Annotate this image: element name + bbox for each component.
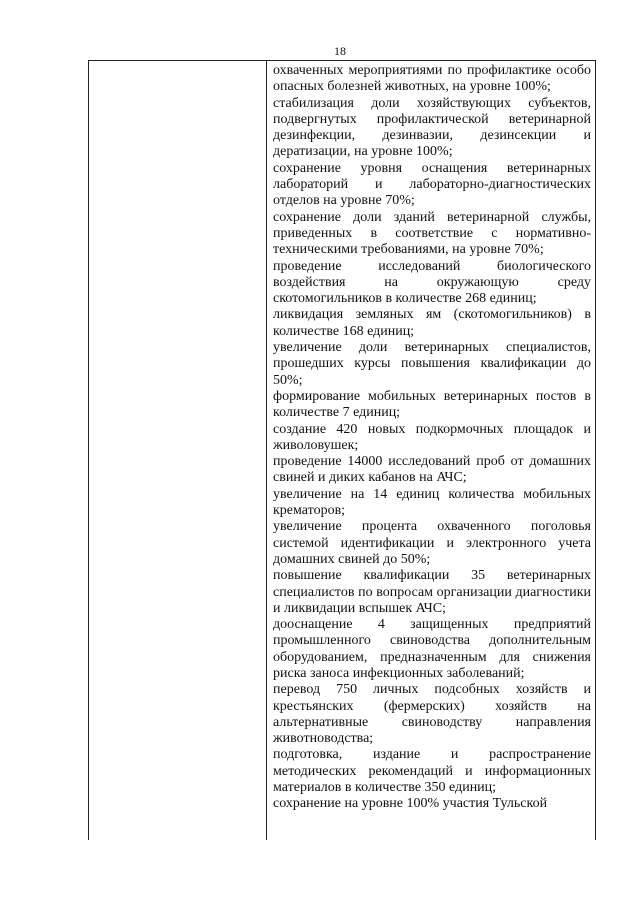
list-item: формирование мобильных ветеринарных постов в количестве 7 единиц; xyxy=(273,388,591,421)
list-item: сохранение уровня оснащения ветеринарных лабораторий и лабораторно-диагностических отделов на уровне 70%; xyxy=(273,160,591,209)
list-item: охваченных мероприятиями по профилактике особо опасных болезней животных, на уровне 100%; xyxy=(273,63,591,95)
table-right-cell xyxy=(267,61,595,840)
list-item: повышение квалификации 35 ветеринарных специалистов по вопросам организации диагностики и ликвидации вспышек АЧС; xyxy=(273,568,591,616)
list-item: сохранение доли зданий ветеринарной службы, приведенных в соответствие с нормативно-техническими требованиями, на уровне 70%; xyxy=(273,209,591,258)
list-item: перевод 750 личных подсобных хозяйств и крестьянских (фермерских) хозяйств на альтернативные свиноводству направления животноводства; xyxy=(273,682,591,747)
page-number: 18 xyxy=(334,44,346,58)
list-item: увеличение доли ветеринарных специалистов, прошедших курсы повышения квалификации до 50%; xyxy=(273,340,591,388)
list-item: увеличение на 14 единиц количества мобильных крематоров; xyxy=(273,486,591,519)
indicators-table xyxy=(88,60,596,840)
list-item: увеличение процента охваченного поголовья системой идентификации и электронного учета домашних свиней до 50%; xyxy=(273,519,591,567)
list-item: дооснащение 4 защищенных предприятий промышленного свиноводства дополнительным оборудованием, предназначенным для снижения риска заноса инфекционных заболеваний; xyxy=(273,617,591,681)
list-item: сохранение на уровне 100% участия Тульской xyxy=(273,796,548,812)
list-item: стабилизация доли хозяйствующих субъектов, подвергнутых профилактической ветеринарной дезинфекции, дезинвазии, дезинсекции и дератизации, на уровне 100%; xyxy=(273,95,591,160)
table-left-cell xyxy=(89,61,267,840)
list-item: проведение исследований биологического воздействия на окружающую среду скотомогильников в количестве 268 единиц; xyxy=(273,258,591,307)
list-item: проведение 14000 исследований проб от домашних свиней и диких кабанов на АЧС; xyxy=(273,454,591,486)
list-item: создание 420 новых подкормочных площадок и живоловушек; xyxy=(273,421,591,453)
list-item: ликвидация земляных ям (скотомогильников) в количестве 168 единиц; xyxy=(273,307,591,339)
list-item: подготовка, издание и распространение методических рекомендаций и информационных материалов в количестве 350 единиц; xyxy=(273,747,591,796)
